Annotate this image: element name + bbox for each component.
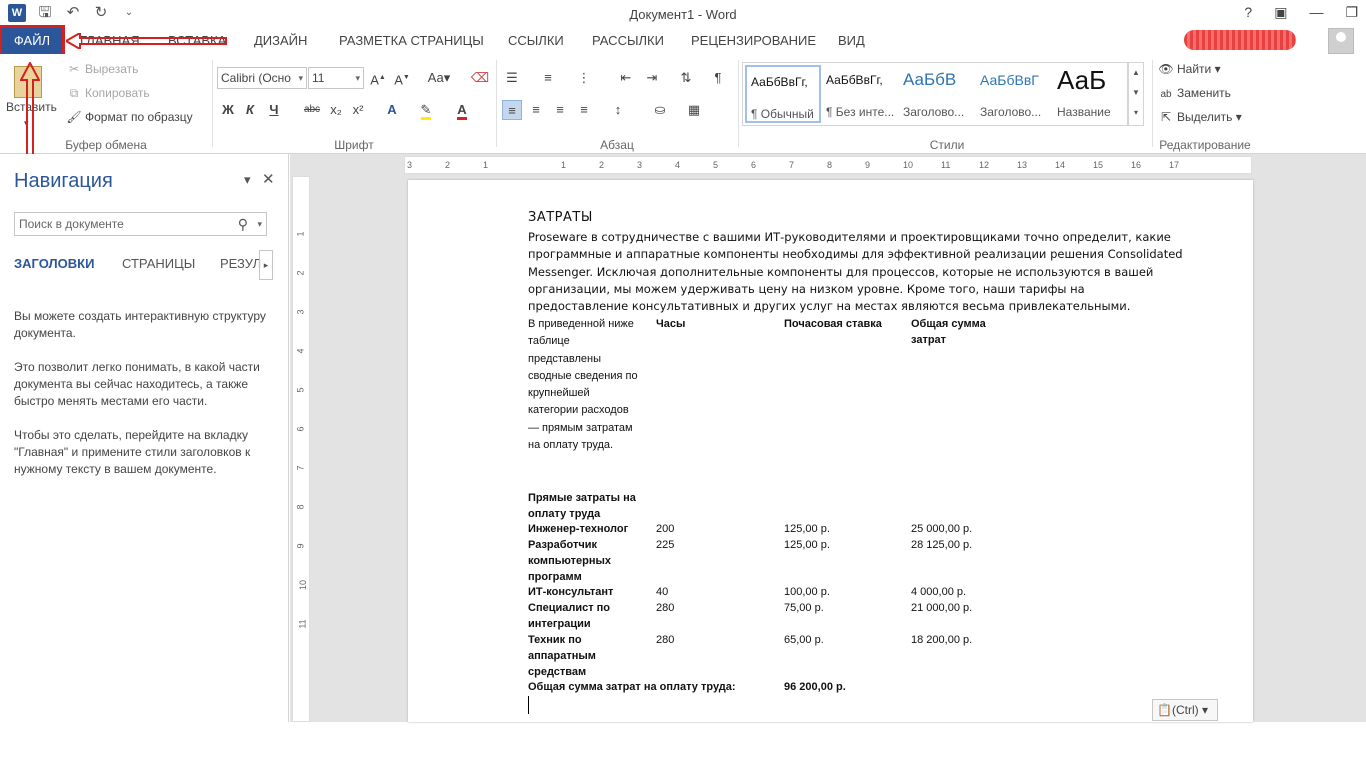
tab-view[interactable]: ВИД [838, 33, 865, 48]
doc-heading: ЗАТРАТЫ [528, 210, 593, 225]
ruler-tick-label: 11 [941, 160, 951, 170]
editing-group-label: Редактирование [1159, 138, 1251, 152]
font-name-combo[interactable]: Calibri (Осно ▾ [217, 67, 307, 89]
text-cursor [528, 696, 529, 714]
style-normal[interactable]: АаБбВвГг, ¶ Обычный [745, 65, 821, 123]
table-total-label: Общая сумма затрат на оплату труда: [528, 681, 736, 693]
document-area [290, 154, 1366, 722]
tab-insert[interactable]: ВСТАВКА [168, 33, 227, 48]
nav-help-text: Это позволит легко понимать, в какой части документа вы сейчас находитесь, а также быстро менять местами его части. [14, 360, 260, 408]
table-row-role: Техник по аппаратным средствам [528, 634, 596, 678]
table-row-rate: 125,00 р. [784, 523, 830, 535]
save-icon[interactable]: 🖫 [38, 4, 52, 21]
ruler-tick-label: 2 [295, 270, 306, 276]
ruler-tick-label: 5 [295, 387, 306, 393]
doc-paragraph: Proseware в сотрудничестве с вашими ИТ-руководителями и проектировщиками точно определит, какие программные и аппаратные компоненты необходимы для эффективной реализации решения Consolidated Messenger. Исключая дополнительные компоненты для процессов, которые не используются в вашей организации, мы можем удерживать цену на низком уровне. Кроме того, наши тарифы на предоставление консультативных и других услуг на местах являются весьма привлекательными. [528, 230, 1183, 314]
ruler-tick-label: 10 [298, 579, 309, 591]
nav-help-text: Чтобы это сделать, перейдите на вкладку "Главная" и примените стили заголовков к нужному тексту в вашем документе. [14, 428, 251, 476]
tab-pages[interactable]: СТРАНИЦЫ [122, 256, 196, 271]
pilcrow-icon[interactable]: ¶ [714, 70, 722, 85]
annotation-arrow-up [20, 62, 40, 166]
table-header-total: Общая сумма затрат [911, 318, 986, 346]
align-center-icon[interactable]: ≡ [532, 102, 540, 117]
navigation-pane [0, 154, 289, 722]
ruler-tick-label: 5 [713, 160, 719, 170]
styles-group-label: Стили [929, 138, 965, 152]
tab-mailings[interactable]: РАССЫЛКИ [592, 33, 664, 48]
tab-results[interactable]: РЕЗУЛ [220, 256, 262, 271]
table-row-role: Специалист по интеграции [528, 602, 611, 630]
font-group-label: Шрифт [334, 138, 374, 152]
ruler-tick-label: 9 [295, 543, 306, 549]
tab-headings[interactable]: ЗАГОЛОВКИ [14, 256, 95, 271]
chevron-down-icon: ▾ [24, 118, 29, 128]
customize-qat-icon[interactable]: ⌄ [124, 7, 134, 18]
table-intro: В приведенной ниже таблице представлены сводные сведения по крупнейшей категории расходов — прямым затратам на оплату труда. [528, 318, 638, 452]
format-painter-button[interactable]: 🖌 Формат по образцу [66, 110, 193, 124]
table-row-total: 4 000,00 р. [911, 586, 967, 598]
copy-button[interactable]: ⧉ Копировать [66, 86, 150, 101]
ruler-tick-label: 4 [675, 160, 681, 170]
table-row-hours: 280 [656, 634, 675, 646]
chevron-right-icon[interactable]: ▸ [259, 250, 273, 280]
styles-group [742, 54, 1152, 154]
binoculars-icon: 👁 [1158, 62, 1174, 76]
ruler-tick-label: 15 [1093, 160, 1104, 170]
window-title: Документ1 - Word [629, 7, 737, 22]
search-icon[interactable]: ⚲ [237, 216, 248, 232]
style-no-spacing[interactable]: АаБбВвГг, ¶ Без инте... [826, 73, 895, 119]
undo-icon[interactable]: ↶ [66, 4, 80, 21]
redacted-username[interactable] [1184, 30, 1296, 50]
page-content [528, 210, 1188, 315]
help-icon[interactable]: ? [1244, 4, 1253, 20]
copy-icon: ⧉ [69, 86, 79, 100]
ruler-tick-label: 7 [295, 465, 306, 471]
increase-indent-icon[interactable]: ⇥ [646, 70, 658, 85]
clear-formatting-icon[interactable]: ⌫ [470, 70, 490, 85]
chevron-down-icon[interactable]: ▾ [257, 219, 262, 229]
paragraph-group-label: Абзац [600, 138, 634, 152]
select-button[interactable]: ⇱ Выделить ▾ [1158, 110, 1242, 124]
align-right-icon[interactable]: ≡ [556, 102, 564, 117]
tab-file[interactable]: ФАЙЛ [2, 28, 62, 54]
replace-button[interactable]: ab Заменить [1158, 86, 1231, 100]
ruler-tick-label: 3 [295, 309, 306, 315]
scissors-icon: ✂ [68, 62, 80, 76]
tab-home[interactable]: ГЛАВНАЯ [80, 33, 140, 48]
ruler-tick-label: 13 [1017, 160, 1028, 170]
title-bar [0, 0, 1366, 28]
table-row-role: Разработчик компьютерных программ [528, 539, 611, 583]
bullets-icon[interactable]: ☰ [506, 70, 518, 85]
table-row-role: ИТ-консультант [528, 586, 614, 598]
font-group [214, 54, 494, 154]
tab-design[interactable]: ДИЗАЙН [254, 33, 308, 48]
ruler-tick-label: 8 [295, 504, 306, 510]
tab-review[interactable]: РЕЦЕНЗИРОВАНИЕ [691, 33, 817, 48]
align-left-icon[interactable]: ≡ [502, 100, 522, 120]
subscript-button[interactable]: x₂ [330, 102, 342, 117]
ruler-tick-label: 16 [1131, 160, 1142, 170]
ruler-tick-label: 1 [483, 160, 489, 170]
justify-icon[interactable]: ≡ [580, 102, 588, 117]
ruler-tick-label: 11 [297, 619, 308, 629]
tab-page-layout[interactable]: РАЗМЕТКА СТРАНИЦЫ [339, 33, 484, 48]
minimize-icon[interactable]: — [1309, 4, 1324, 20]
vertical-ruler[interactable] [292, 176, 310, 722]
ruler-tick-label: 12 [979, 160, 990, 170]
nav-title: Навигация [14, 170, 113, 192]
shading-icon[interactable]: ⛀ [654, 102, 666, 117]
table-row-total: 25 000,00 р. [911, 523, 973, 535]
table-row-hours: 40 [656, 586, 669, 598]
table-row-hours: 200 [656, 523, 675, 535]
ribbon-display-options-icon[interactable]: ▣ [1274, 4, 1288, 20]
nav-options-icon[interactable]: ▾ [244, 172, 251, 187]
ribbon-divider [212, 60, 213, 147]
ruler-tick-label: 2 [599, 160, 605, 170]
numbering-icon[interactable]: ≡ [544, 70, 552, 85]
brush-icon: 🖌 [66, 110, 82, 124]
strikethrough-button[interactable]: abc [303, 104, 321, 115]
ruler-tick-label: 1 [561, 160, 567, 170]
table-row-hours: 225 [656, 539, 675, 551]
sort-icon[interactable]: ⇅ [680, 70, 692, 85]
chevron-down-icon: ▾ [355, 73, 360, 83]
paste-options-button[interactable]: 📋(Ctrl) ▾ [1152, 699, 1218, 721]
find-button[interactable]: 👁 Найти ▾ [1158, 62, 1221, 76]
ruler-tick-label: 6 [751, 160, 757, 170]
avatar[interactable] [1328, 28, 1354, 54]
decrease-indent-icon[interactable]: ⇤ [620, 70, 632, 85]
ruler-tick-label: 3 [407, 160, 413, 170]
change-case-button[interactable]: Aa▾ [427, 70, 451, 85]
table-row-rate: 75,00 р. [784, 602, 824, 614]
ruler-tick-label: 10 [903, 160, 914, 170]
style-title[interactable]: АаБ Название [1057, 65, 1111, 119]
line-spacing-icon[interactable]: ↕ [614, 102, 622, 117]
paragraph-group [498, 54, 736, 154]
font-size-combo[interactable]: 11 ▾ [308, 67, 364, 89]
style-heading-1[interactable]: АаБбВ Заголово... [903, 70, 965, 119]
document-page[interactable] [408, 180, 1253, 722]
nav-help-text: Вы можете создать интерактивную структуру документа. [14, 309, 266, 340]
ribbon-divider [1152, 60, 1153, 147]
ruler-tick-label: 6 [295, 426, 306, 432]
highlight-icon[interactable]: ✎ [416, 100, 436, 120]
tab-references[interactable]: ССЫЛКИ [508, 33, 564, 48]
superscript-button[interactable]: x² [352, 102, 364, 117]
more-styles-icon[interactable]: ▾ [1133, 108, 1138, 117]
table-section-label: Прямые затраты на оплату труда [528, 492, 636, 520]
underline-button[interactable]: Ч [269, 102, 279, 117]
ruler-tick-label: 17 [1169, 160, 1180, 170]
table-total-value: 96 200,00 р. [784, 681, 846, 693]
italic-button[interactable]: К [246, 102, 254, 117]
bold-button[interactable]: Ж [222, 102, 234, 117]
ribbon [0, 54, 1366, 154]
font-color-icon[interactable]: A [452, 100, 472, 120]
table-row-role: Инженер-технолог [528, 523, 629, 535]
style-heading-2[interactable]: АаБбВвГ Заголово... [980, 72, 1042, 119]
chevron-down-icon[interactable]: ▼ [1132, 88, 1140, 97]
clipboard-icon: 📋 [1157, 703, 1172, 717]
text-effects-icon[interactable]: A [387, 102, 397, 117]
table-row-total: 21 000,00 р. [911, 602, 973, 614]
table-row-total: 28 125,00 р. [911, 539, 973, 551]
table-header-hours: Часы [656, 318, 686, 330]
close-icon[interactable]: ✕ [262, 171, 275, 188]
window-controls [1244, 4, 1358, 21]
chevron-up-icon[interactable]: ▲ [1132, 68, 1140, 77]
table-row-rate: 125,00 р. [784, 539, 830, 551]
borders-icon[interactable]: ▦ [687, 102, 701, 117]
ruler-tick-label: 3 [637, 160, 643, 170]
ruler-tick-label: 2 [445, 160, 451, 170]
ruler-tick-label: 1 [295, 231, 306, 237]
editing-group [1154, 54, 1256, 154]
chevron-down-icon: ▾ [298, 73, 303, 83]
cursor-icon: ⇱ [1160, 110, 1172, 124]
annotation-arrow-right [66, 33, 228, 49]
multilevel-list-icon[interactable]: ⋮ [577, 70, 591, 85]
table-row-rate: 65,00 р. [784, 634, 824, 646]
table-row-total: 18 200,00 р. [911, 634, 973, 646]
paste-button[interactable]: Вставить ▾ [8, 62, 48, 132]
ruler-tick-label: 14 [1055, 160, 1066, 170]
word-logo-icon[interactable]: W [8, 4, 26, 22]
ruler-tick-label: 4 [295, 348, 306, 354]
table-row-hours: 280 [656, 602, 675, 614]
ruler-tick-label: 9 [865, 160, 871, 170]
ribbon-divider [496, 60, 497, 147]
horizontal-ruler[interactable] [404, 156, 1252, 174]
grow-font-icon[interactable]: A▲ [370, 72, 386, 88]
redo-icon[interactable]: ↻ [94, 4, 108, 21]
search-input[interactable]: Поиск в документе ⚲ ▾ [14, 212, 267, 236]
replace-icon: ab [1160, 89, 1172, 100]
cut-button[interactable]: ✂ Вырезать [66, 62, 138, 76]
shrink-font-icon[interactable]: A▼ [394, 72, 410, 88]
ruler-tick-label: 8 [827, 160, 833, 170]
ribbon-divider [738, 60, 739, 147]
table-header-rate: Почасовая ставка [784, 318, 882, 330]
ruler-tick-label: 7 [789, 160, 795, 170]
restore-icon[interactable]: ❐ [1345, 4, 1358, 20]
table-row-rate: 100,00 р. [784, 586, 830, 598]
clipboard-group-label: Буфер обмена [65, 138, 147, 152]
